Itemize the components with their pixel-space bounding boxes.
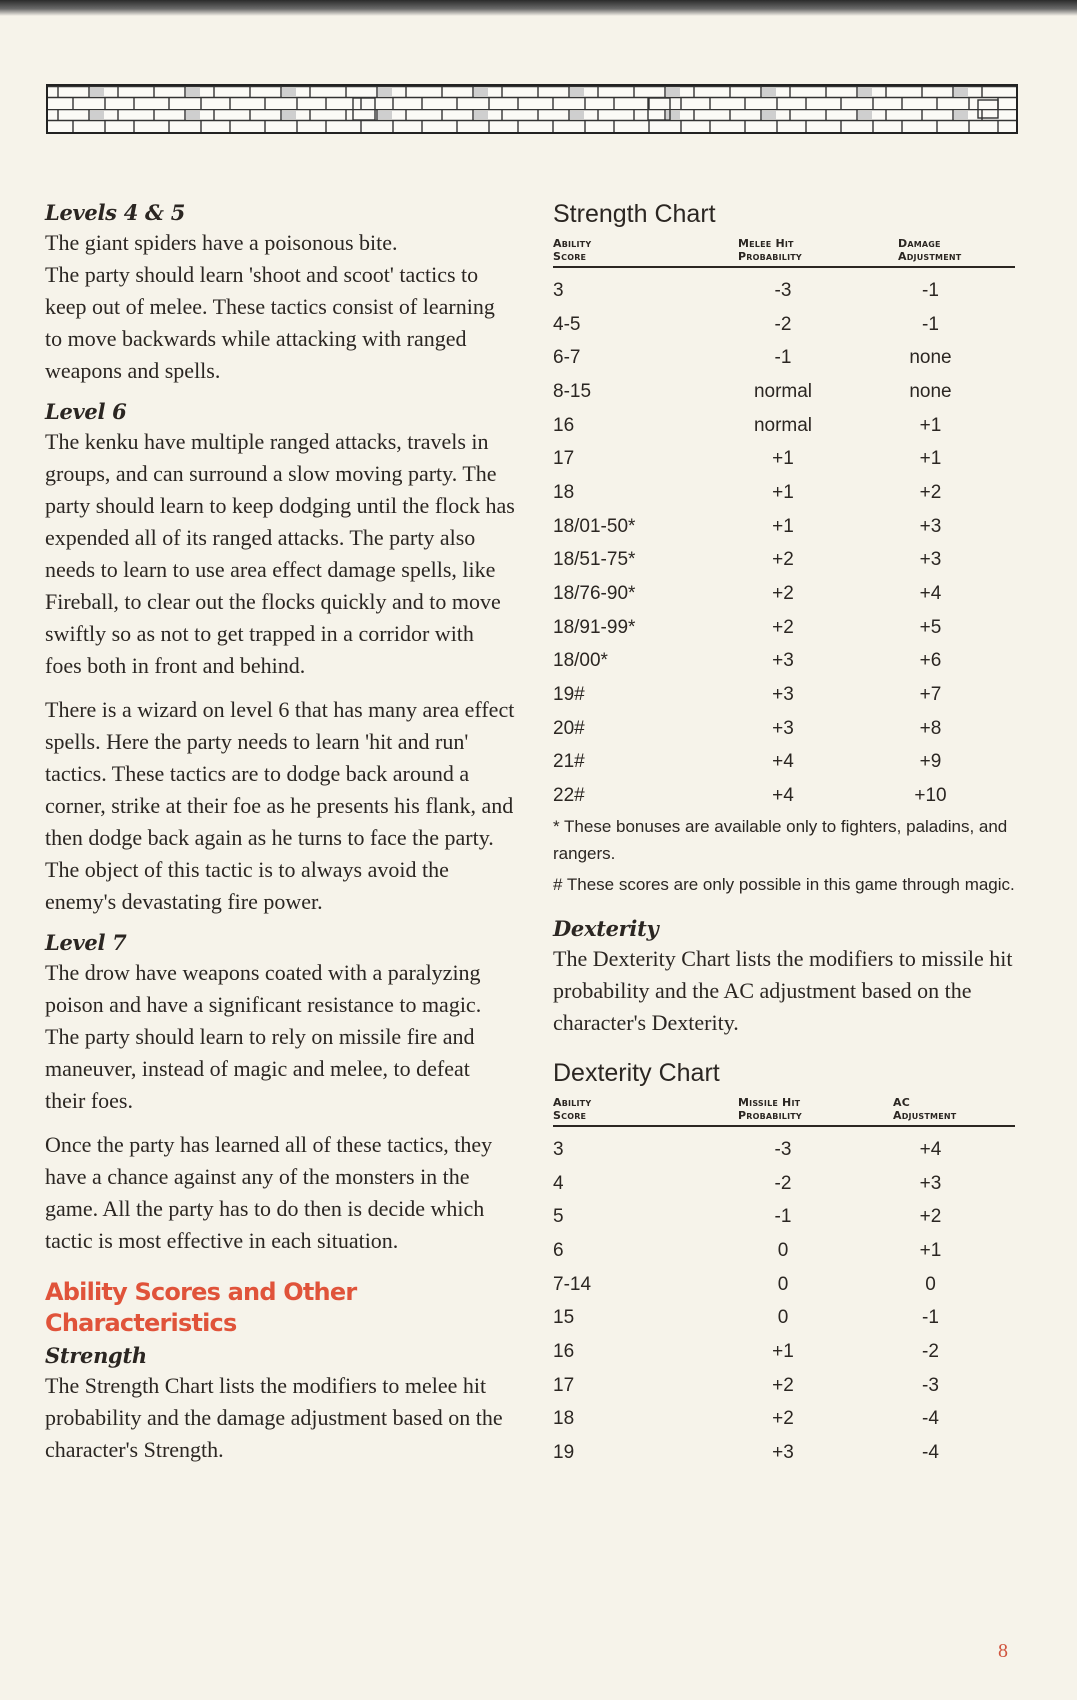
column-header: Damage Adjustment [898, 237, 962, 263]
table-cell: +4 [919, 583, 942, 605]
table-row [553, 476, 1015, 510]
table-cell: 16 [553, 1340, 575, 1362]
table-cell: +2 [772, 549, 794, 571]
table-cell: +8 [919, 717, 942, 739]
table-cell: 0 [777, 1239, 789, 1261]
table-cell: -1 [922, 313, 939, 335]
table-cell: 6-7 [553, 347, 581, 369]
paragraph: The party should learn 'shoot and scoot' tactics to keep out of melee. These tactics consist of learning to move backwards while attacking with ranged weapons and spells. [45, 262, 495, 383]
strength-heading: Strength [45, 1343, 147, 1368]
table-cell: -1 [774, 347, 792, 369]
table-row [553, 645, 1015, 679]
table-cell: +1 [919, 414, 942, 436]
table-row [553, 510, 1015, 544]
table-cell: -2 [774, 1172, 792, 1194]
table-cell: +1 [919, 1239, 942, 1261]
table-cell: 18/51-75* [553, 549, 636, 571]
table-row [553, 442, 1015, 476]
column-header: AC Adjustment [893, 1096, 957, 1122]
table-cell: none [909, 380, 952, 402]
table-cell: -1 [922, 279, 939, 301]
table-cell: +5 [919, 616, 942, 638]
table-cell: +3 [919, 515, 942, 537]
table-cell: +4 [772, 751, 794, 773]
table-cell: +3 [919, 1172, 942, 1194]
column-header: Melee Hit Probability [738, 237, 802, 263]
table-cell: -1 [922, 1307, 939, 1329]
table-row [553, 712, 1015, 746]
table-cell: normal [753, 414, 813, 436]
table-cell: +2 [919, 481, 942, 503]
table-cell: +2 [772, 616, 794, 638]
table-row [553, 544, 1015, 578]
table-cell: 0 [777, 1273, 789, 1295]
table-cell: 0 [925, 1273, 936, 1295]
table-row [553, 1436, 1015, 1470]
table-cell: 18/76-90* [553, 583, 636, 605]
table-cell: -3 [774, 1138, 792, 1160]
block-level-6 [45, 399, 515, 918]
table-cell: +3 [772, 650, 794, 672]
table-cell: 15 [553, 1307, 575, 1329]
paragraph: The giant spiders have a poisonous bite. [45, 230, 398, 255]
table-cell: +3 [772, 684, 794, 706]
right-column [553, 200, 1015, 1470]
paragraph: There is a wizard on level 6 that has many area effect spells. Here the party needs to learn 'hit and run' tactics. These tactics are to dodge back around a corner, strike at their foe as he presents his flank, and then dodge back again as he turns to face the party. The object of this tactic is to always avoid the enemy's devastating fire power. [45, 697, 515, 914]
table-cell: 8-15 [553, 380, 592, 402]
table-cell: 3 [553, 279, 564, 301]
table-row [553, 1403, 1015, 1437]
table-cell: 4 [553, 1172, 564, 1194]
table-cell: 6 [553, 1239, 564, 1261]
table-cell: +1 [772, 481, 794, 503]
dexterity-chart-title: Dexterity Chart [553, 1059, 720, 1087]
table-row [553, 375, 1015, 409]
table-cell: -2 [774, 313, 792, 335]
table-cell: 16 [553, 414, 575, 436]
strength-chart-body [553, 268, 1015, 813]
table-cell: -3 [922, 1374, 939, 1396]
table-cell: 20# [553, 717, 585, 739]
table-cell: -2 [922, 1340, 939, 1362]
block-levels-4-5 [45, 200, 515, 387]
table-row [553, 577, 1015, 611]
table-cell: +6 [919, 650, 942, 672]
table-cell: 18/00* [553, 650, 608, 672]
level-heading: Level 6 [45, 399, 127, 424]
table-row [553, 678, 1015, 712]
table-row [553, 1268, 1015, 1302]
table-cell: +1 [772, 448, 794, 470]
table-row [553, 1200, 1015, 1234]
strength-chart-title: Strength Chart [553, 200, 716, 228]
table-cell: -1 [774, 1206, 792, 1228]
table-cell: +3 [772, 717, 794, 739]
table-cell: +2 [772, 1408, 794, 1430]
table-cell: 17 [553, 1374, 575, 1396]
table-row [553, 274, 1015, 308]
table-cell: +2 [919, 1206, 942, 1228]
table-cell: -3 [774, 279, 792, 301]
table-row [553, 1234, 1015, 1268]
table-cell: +1 [772, 1340, 794, 1362]
table-row [553, 341, 1015, 375]
table-cell: 18 [553, 1408, 575, 1430]
table-cell: 5 [553, 1206, 564, 1228]
paragraph: The drow have weapons coated with a paralyzing poison and have a significant resistance to magic. The party should learn to rely on missile fire and maneuver, instead of magic and melee, to defeat their foes. [45, 960, 482, 1113]
table-row [553, 1369, 1015, 1403]
section-title: Ability Scores and Other Characteristics [45, 1278, 357, 1337]
table-cell: +1 [772, 515, 794, 537]
table-cell: +2 [772, 1374, 794, 1396]
table-row [553, 611, 1015, 645]
block-level-7 [45, 930, 515, 1257]
table-cell: 19 [553, 1442, 575, 1464]
table-cell: +4 [772, 785, 794, 807]
table-row [553, 779, 1015, 813]
dexterity-chart-body [553, 1127, 1015, 1470]
strength-chart-header [553, 237, 1015, 268]
table-cell: +3 [919, 549, 942, 571]
table-cell: +3 [772, 1442, 794, 1464]
table-cell: +7 [919, 684, 942, 706]
dexterity-description: The Dexterity Chart lists the modifiers to missile hit probability and the AC adjustment based on the character's Dexterity. [553, 946, 1013, 1035]
footnote: * These bonuses are available only to fighters, paladins, and rangers. [553, 817, 1008, 863]
table-cell: normal [753, 380, 813, 402]
table-cell: 19# [553, 684, 585, 706]
footnote: # These scores are only possible in this game through magic. [553, 875, 1015, 894]
table-cell: 3 [553, 1138, 564, 1160]
table-cell: +2 [772, 583, 794, 605]
table-cell: +4 [919, 1138, 942, 1160]
table-cell: 7-14 [553, 1273, 592, 1295]
table-cell: 18/91-99* [553, 616, 636, 638]
dexterity-heading: Dexterity [553, 916, 659, 941]
paragraph: The kenku have multiple ranged attacks, travels in groups, and can surround a slow moving party. The party should learn to keep dodging until the flock has expended all of its ranged attacks. The party also needs to learn to use area effect damage spells, like Fireball, to clear out the flocks quickly and to move swiftly so as not to get trapped in a corridor with foes both in front and behind. [45, 429, 515, 678]
table-row [553, 1335, 1015, 1369]
dexterity-chart-header [553, 1096, 1015, 1127]
table-cell: +1 [919, 448, 942, 470]
table-cell: -4 [922, 1442, 939, 1464]
page-number: 8 [998, 1640, 1008, 1662]
table-cell: 18/01-50* [553, 515, 636, 537]
table-cell: -4 [922, 1408, 939, 1430]
decorative-brick-banner [46, 84, 1018, 134]
strength-description: The Strength Chart lists the modifiers to melee hit probability and the damage adjustment based on the character's Strength. [45, 1373, 503, 1462]
table-cell: 0 [777, 1307, 789, 1329]
table-cell: +9 [919, 751, 942, 773]
column-header: Missile Hit Probability [738, 1096, 802, 1122]
table-row [553, 308, 1015, 342]
table-row [553, 1133, 1015, 1167]
table-row [553, 1301, 1015, 1335]
table-row [553, 409, 1015, 443]
level-heading: Levels 4 & 5 [45, 200, 186, 225]
table-cell: 22# [553, 785, 585, 807]
left-column [45, 200, 515, 1466]
table-row [553, 1167, 1015, 1201]
level-heading: Level 7 [45, 930, 127, 955]
page-top-edge [0, 0, 1077, 16]
table-cell: 18 [553, 481, 575, 503]
column-header: Ability Score [553, 1096, 592, 1122]
table-cell: 4-5 [553, 313, 581, 335]
table-row [553, 746, 1015, 780]
table-cell: 17 [553, 448, 575, 470]
table-cell: none [909, 347, 952, 369]
column-header: Ability Score [553, 237, 592, 263]
paragraph: Once the party has learned all of these tactics, they have a chance against any of the monsters in the game. All the party has to do then is decide which tactic is most effective in each situation. [45, 1132, 493, 1253]
table-cell: 21# [553, 751, 585, 773]
table-cell: +10 [914, 785, 947, 807]
